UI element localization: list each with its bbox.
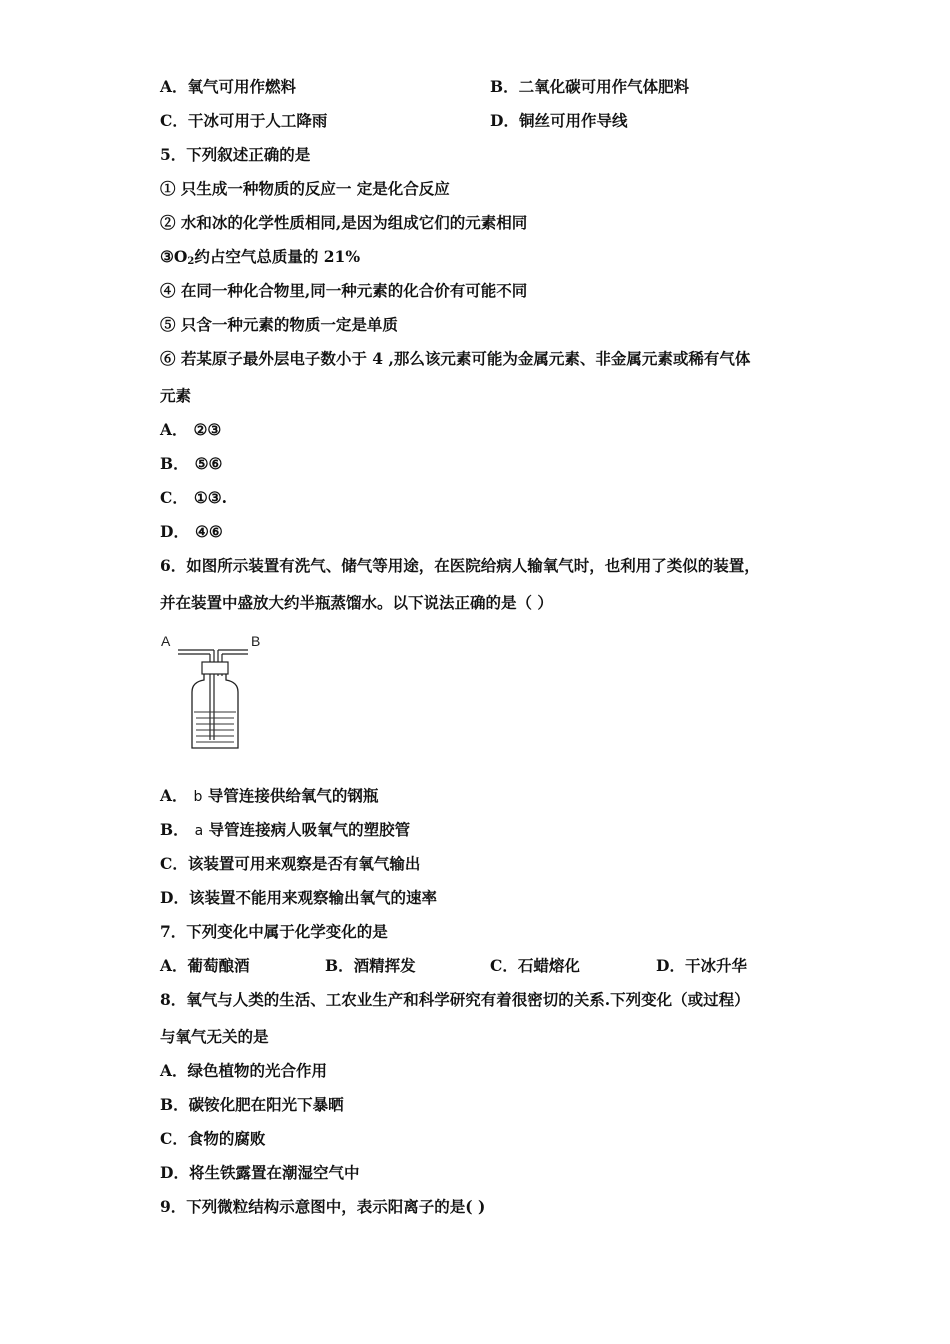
q5-option-b: [160, 453, 222, 475]
q5-statement-3-pre: ③O: [160, 247, 188, 266]
q5-statement-4: ④ 在同一种化合物里,同一种元素的化合价有可能不同: [160, 281, 528, 300]
figure-stopper: [202, 662, 228, 674]
q8-stem-line2: 与氧气无关的是: [160, 1027, 269, 1046]
q5-option-d: [160, 521, 223, 543]
q6-option-d-label: D．: [160, 888, 189, 907]
q6-stem-line1: 6．如图所示装置有洗气、储气等用途，在医院给病人输氧气时，也利用了类似的装置，: [160, 556, 760, 575]
figure-label-b: B: [251, 633, 261, 649]
q6-option-d-text: 该装置不能用来观察输出氧气的速率: [188, 888, 437, 907]
q6-option-a: [160, 785, 378, 808]
q4-option-b-label: B．: [490, 77, 519, 96]
q5-option-a: [160, 419, 221, 441]
q5-option-c-text: ①③.: [193, 488, 228, 507]
q7-option-c-label: C．: [490, 956, 518, 975]
q4-option-d-label: D．: [490, 111, 519, 130]
q4-option-d-text: 铜丝可用作导线: [518, 111, 628, 130]
q4-option-d: [490, 110, 627, 132]
q6-option-c: [160, 853, 420, 875]
q6-option-c-label: C．: [160, 854, 188, 873]
q8-option-d-text: 将生铁露置在潮湿空气中: [188, 1163, 360, 1182]
q7-option-c-text: 石蜡熔化: [517, 956, 580, 975]
q7-option-d-text: 干冰升华: [684, 956, 747, 975]
q4-option-c-label: C．: [160, 111, 188, 130]
q6-option-b-text: 导管连接病人吸氧气的塑胶管: [208, 820, 411, 839]
q5-option-d-label: D．: [160, 522, 189, 541]
q6-option-a-label: A．: [160, 786, 188, 805]
q6-stem-line2: 并在装置中盛放大约半瓶蒸馏水。以下说法正确的是（ ）: [160, 593, 553, 612]
q7-option-a-text: 葡萄酿酒: [187, 956, 250, 975]
q7-option-d: [656, 955, 747, 977]
q8-option-c: [160, 1128, 265, 1150]
q5-option-b-text: ⑤⑥: [194, 454, 223, 473]
q7-option-b-label: B．: [325, 956, 354, 975]
q5-statement-3-sub: 2: [187, 256, 195, 267]
q8-option-c-text: 食物的腐败: [187, 1129, 266, 1148]
q6-option-c-text: 该装置可用来观察是否有氧气输出: [187, 854, 421, 873]
q5-option-b-label: B．: [160, 454, 189, 473]
q8-option-a-text: 绿色植物的光合作用: [187, 1061, 328, 1080]
q5-option-a-label: A．: [160, 420, 188, 439]
q7-stem: 7．下列变化中属于化学变化的是: [160, 922, 388, 941]
q6-option-b: [160, 819, 410, 842]
q8-option-b-text: 碳铵化肥在阳光下暴晒: [188, 1095, 344, 1114]
figure-label-a: A: [161, 633, 171, 649]
q6-option-d: [160, 887, 437, 909]
q4-option-c-text: 干冰可用于人工降雨: [187, 111, 328, 130]
figure-water: [194, 712, 236, 742]
q4-option-a-text: 氧气可用作燃料: [187, 77, 297, 96]
q5-stem: 5．下列叙述正确的是: [160, 145, 311, 164]
q5-option-c: [160, 487, 227, 509]
gas-washing-bottle-figure: [158, 630, 268, 754]
figure-bottle: [192, 674, 238, 748]
q6-option-b-letter: a: [194, 823, 204, 839]
q8-option-a-label: A．: [160, 1061, 188, 1080]
q7-option-a-label: A．: [160, 956, 188, 975]
q5-statement-5: ⑤ 只含一种元素的物质一定是单质: [160, 315, 398, 334]
q7-option-b-text: 酒精挥发: [353, 956, 416, 975]
q7-option-c: [490, 955, 580, 977]
q8-option-d: [160, 1162, 359, 1184]
q5-statement-6-line1: ⑥ 若某原子最外层电子数小于 4 ,那么该元素可能为金属元素、非金属元素或稀有气体: [160, 349, 751, 368]
q4-option-a: [160, 76, 296, 98]
q4-option-a-label: A．: [160, 77, 188, 96]
q5-statement-6-line2: 元素: [160, 386, 192, 405]
q4-option-c: [160, 110, 327, 132]
q8-option-b-label: B．: [160, 1095, 189, 1114]
q8-option-c-label: C．: [160, 1129, 188, 1148]
q6-option-a-letter: b: [193, 789, 203, 805]
q4-option-b-text: 二氧化碳可用作气体肥料: [518, 77, 690, 96]
q5-option-a-text: ②③: [193, 420, 222, 439]
q7-option-d-label: D．: [656, 956, 685, 975]
q6-option-a-text: 导管连接供给氧气的钢瓶: [207, 786, 379, 805]
q9-stem: 9．下列微粒结构示意图中，表示阳离子的是( ): [160, 1197, 486, 1216]
q8-option-b: [160, 1094, 344, 1116]
q8-option-d-label: D．: [160, 1163, 189, 1182]
q4-option-b: [490, 76, 689, 98]
q5-statement-1: ① 只生成一种物质的反应一 定是化合反应: [160, 179, 450, 198]
q7-option-b: [325, 955, 416, 977]
q5-statement-3: [160, 246, 360, 273]
q6-option-b-label: B．: [160, 820, 189, 839]
q8-option-a: [160, 1060, 327, 1082]
q5-statement-3-post: 约占空气总质量的 21%: [194, 247, 361, 266]
q5-option-c-label: C．: [160, 488, 188, 507]
q5-statement-2: ② 水和冰的化学性质相同,是因为组成它们的元素相同: [160, 213, 528, 232]
q5-option-d-text: ④⑥: [194, 522, 223, 541]
q8-stem-line1: 8．氧气与人类的生活、工农业生产和科学研究有着很密切的关系.下列变化（或过程）: [160, 990, 750, 1009]
q7-option-a: [160, 955, 250, 977]
